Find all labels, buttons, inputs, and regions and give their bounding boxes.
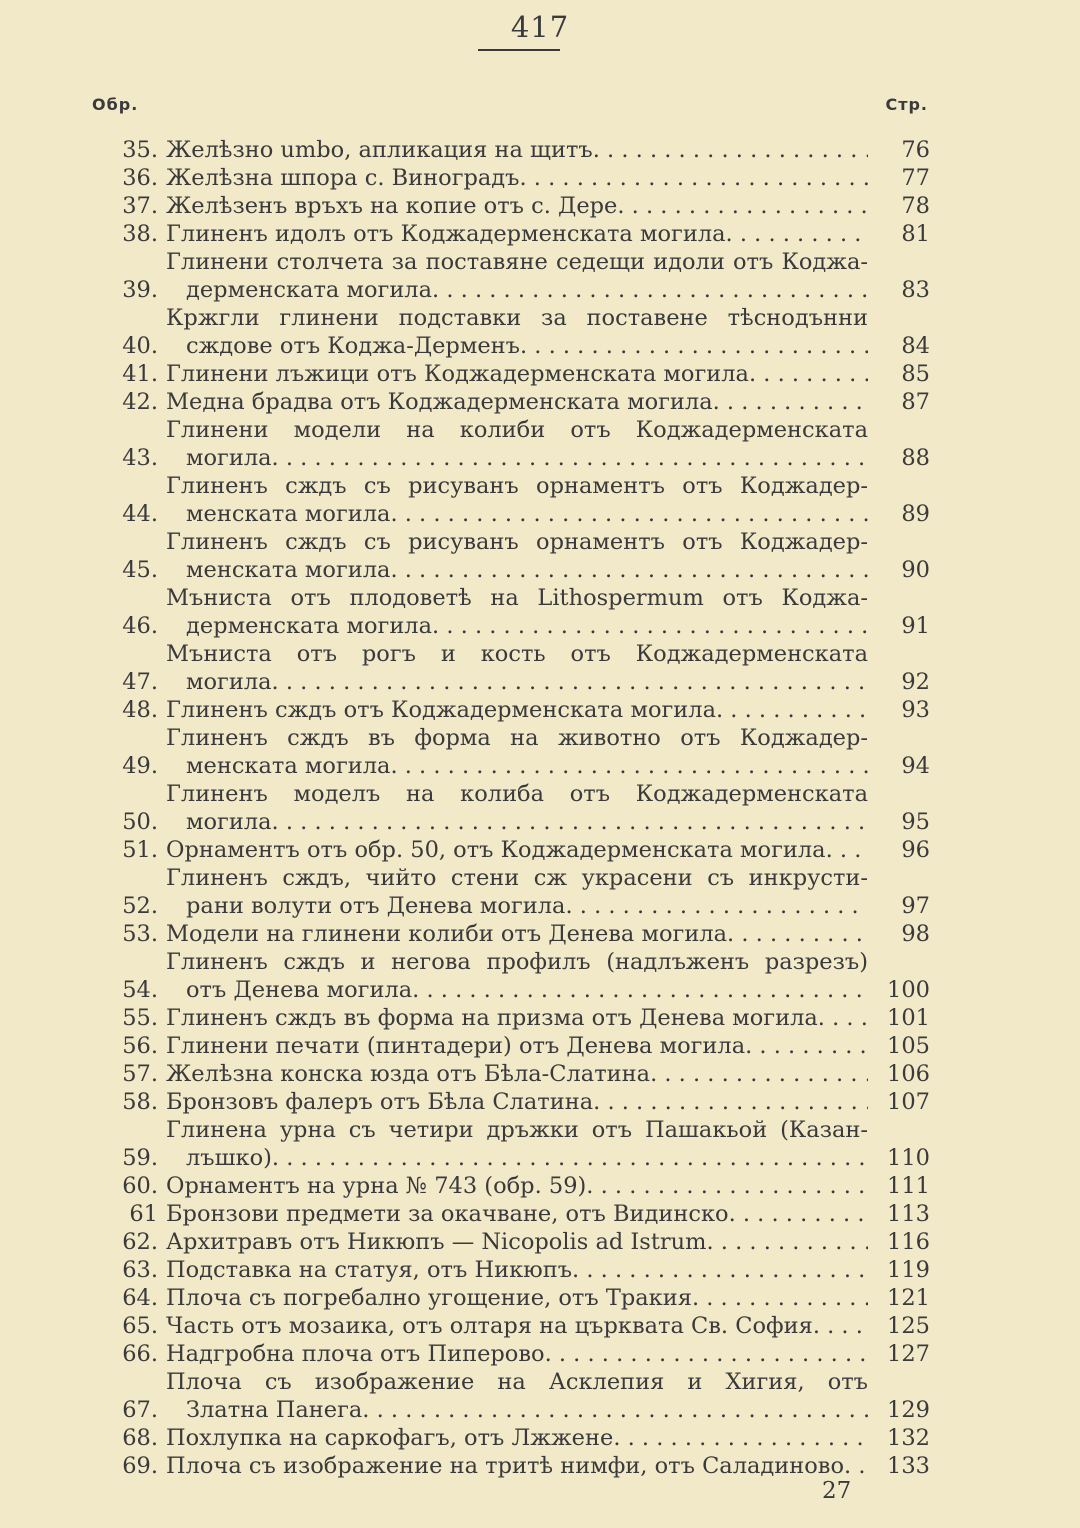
figure-number: 43. xyxy=(122,445,158,471)
leader-dots xyxy=(613,1424,868,1452)
page-number-top: 417 xyxy=(510,10,570,44)
figure-caption xyxy=(166,164,868,192)
figure-number: 41. xyxy=(122,361,158,387)
caption-line: могила xyxy=(186,445,272,471)
caption-line: Подставка на статуя, отъ Никюпъ xyxy=(166,1257,573,1283)
leader-dots xyxy=(545,1340,868,1368)
figure-caption xyxy=(166,836,868,864)
list-item xyxy=(100,1200,930,1228)
caption-line: Бронзовъ фалеръ отъ Бѣла Слатина xyxy=(166,1089,594,1115)
page-reference: 119 xyxy=(887,1257,930,1283)
page-number-bottom: 27 xyxy=(822,1478,852,1504)
figure-number: 56. xyxy=(122,1033,158,1059)
list-item xyxy=(100,1452,930,1480)
figure-caption xyxy=(166,528,868,584)
list-item xyxy=(100,528,930,584)
figure-caption xyxy=(166,1452,868,1480)
leader-dots xyxy=(412,976,868,1004)
figure-caption xyxy=(166,696,868,724)
figure-caption xyxy=(166,1368,868,1424)
page-reference: 93 xyxy=(901,697,930,723)
figure-caption xyxy=(166,360,868,388)
caption-line: Плоча съ изображение на Асклепия и Хигия, отъ xyxy=(166,1369,868,1395)
caption-line: Надгробна плоча отъ Пиперово xyxy=(166,1341,545,1367)
page-reference: 91 xyxy=(901,613,930,639)
leader-dots xyxy=(826,836,868,864)
page-reference: 87 xyxy=(901,389,930,415)
caption-line: Архитравъ отъ Никюпъ — Nicopolis ad Istrum xyxy=(166,1229,707,1255)
page-reference: 90 xyxy=(901,557,930,583)
figure-caption xyxy=(166,416,868,472)
figure-number: 35. xyxy=(122,137,158,163)
caption-line: Глиненъ сждъ и негова профилъ (надлъженъ разрезъ) xyxy=(166,949,868,975)
figure-number: 57. xyxy=(122,1061,158,1087)
figure-number: 64. xyxy=(122,1285,158,1311)
list-item xyxy=(100,1004,930,1032)
list-item xyxy=(100,1284,930,1312)
figure-number: 54. xyxy=(122,977,158,1003)
caption-line: Желѣзна конска юзда отъ Бѣла-Слатина xyxy=(166,1061,651,1087)
leader-dots xyxy=(726,220,868,248)
page-reference: 78 xyxy=(901,193,930,219)
caption-line: сждове отъ Коджа-Дерменъ xyxy=(186,333,520,359)
figure-number: 51. xyxy=(122,837,158,863)
leader-dots xyxy=(818,1004,868,1032)
figure-caption xyxy=(166,1312,868,1340)
page-reference: 129 xyxy=(887,1397,930,1423)
caption-line: Глиненъ сждъ въ форма на животно отъ Коджадер- xyxy=(166,725,868,751)
leader-dots xyxy=(593,136,868,164)
figure-caption xyxy=(166,920,868,948)
page-reference: 83 xyxy=(901,277,930,303)
caption-line: Глиненъ сждъ съ рисуванъ орнаментъ отъ Коджадер- xyxy=(166,473,868,499)
figure-number: 45. xyxy=(122,557,158,583)
list-item xyxy=(100,836,930,864)
figure-number: 63. xyxy=(122,1257,158,1283)
page-reference: 132 xyxy=(887,1425,930,1451)
caption-line: Глинени лъжици отъ Коджадерменската могила xyxy=(166,361,749,387)
caption-line: Орнаментъ отъ обр. 50, отъ Коджадерменската могила xyxy=(166,837,826,863)
list-item xyxy=(100,640,930,696)
list-item xyxy=(100,248,930,304)
figure-number: 39. xyxy=(122,277,158,303)
page-reference: 110 xyxy=(887,1145,930,1171)
leader-dots xyxy=(272,1144,868,1172)
leader-dots xyxy=(362,1396,868,1424)
figure-caption xyxy=(166,584,868,640)
figure-number: 52. xyxy=(122,893,158,919)
figure-caption xyxy=(166,304,868,360)
leader-dots xyxy=(749,360,868,388)
page-reference: 77 xyxy=(901,165,930,191)
figure-number: 61 xyxy=(129,1201,158,1227)
leader-dots xyxy=(692,1284,868,1312)
figure-caption xyxy=(166,192,868,220)
list-item xyxy=(100,416,930,472)
figure-number: 66. xyxy=(122,1341,158,1367)
figure-number: 42. xyxy=(122,389,158,415)
figure-number: 47. xyxy=(122,669,158,695)
leader-dots xyxy=(593,1088,868,1116)
figure-number: 36. xyxy=(122,165,158,191)
leader-dots xyxy=(390,500,868,528)
leader-dots xyxy=(272,668,868,696)
leader-dots xyxy=(727,920,868,948)
list-item xyxy=(100,1256,930,1284)
page-reference: 92 xyxy=(901,669,930,695)
list-item xyxy=(100,220,930,248)
caption-line: Кржгли глинени подставки за поставене тѣснодънни xyxy=(166,305,868,331)
list-item xyxy=(100,472,930,528)
figure-caption xyxy=(166,1060,868,1088)
list-item xyxy=(100,584,930,640)
caption-line: дерменската могила xyxy=(186,613,433,639)
caption-line: Мъниста отъ плодоветѣ на Lithospermum отъ Коджа- xyxy=(166,585,868,611)
figure-number: 55. xyxy=(122,1005,158,1031)
caption-line: Глинени модели на колиби отъ Коджадерменската xyxy=(166,417,868,443)
page-reference: 98 xyxy=(901,921,930,947)
page-reference: 127 xyxy=(887,1341,930,1367)
list-item xyxy=(100,1340,930,1368)
leader-dots xyxy=(519,164,868,192)
page-reference: 101 xyxy=(887,1005,930,1031)
figure-number: 68. xyxy=(122,1425,158,1451)
figure-number: 37. xyxy=(122,193,158,219)
leader-dots xyxy=(390,556,868,584)
leader-dots xyxy=(617,192,868,220)
figure-caption xyxy=(166,780,868,836)
caption-line: отъ Денева могила xyxy=(186,977,413,1003)
list-item xyxy=(100,136,930,164)
figure-caption xyxy=(166,1032,868,1060)
caption-line: менската могила xyxy=(186,501,391,527)
figure-caption xyxy=(166,1088,868,1116)
page-reference: 121 xyxy=(887,1285,930,1311)
page-reference: 96 xyxy=(901,837,930,863)
figure-caption xyxy=(166,724,868,780)
list-item xyxy=(100,1312,930,1340)
caption-line: Желѣзно umbo, апликация на щитъ xyxy=(166,137,593,163)
figure-number: 49. xyxy=(122,753,158,779)
figure-number: 58. xyxy=(122,1089,158,1115)
leader-dots xyxy=(272,444,868,472)
list-item xyxy=(100,1060,930,1088)
figure-caption xyxy=(166,1340,868,1368)
caption-line: Глиненъ сждъ въ форма на призма отъ Денева могила xyxy=(166,1005,818,1031)
caption-line: Модели на глинени колиби отъ Денева могила xyxy=(166,921,728,947)
page-reference: 113 xyxy=(887,1201,930,1227)
list-item xyxy=(100,1228,930,1256)
figure-number: 69. xyxy=(122,1453,158,1479)
list-item xyxy=(100,360,930,388)
caption-line: Златна Панега xyxy=(186,1397,363,1423)
caption-line: Глинена урна съ четири дръжки отъ Пашакьой (Казан- xyxy=(166,1117,868,1143)
list-item xyxy=(100,1424,930,1452)
caption-line: Глиненъ сждъ съ рисуванъ орнаментъ отъ Коджадер- xyxy=(166,529,868,555)
figure-number: 46. xyxy=(122,613,158,639)
figure-number: 62. xyxy=(122,1229,158,1255)
list-item xyxy=(100,1368,930,1424)
caption-line: Плоча съ изображение на тритѣ нимфи, отъ Саладиново xyxy=(166,1453,845,1479)
figure-number: 40. xyxy=(122,333,158,359)
page-reference: 100 xyxy=(887,977,930,1003)
figure-caption xyxy=(166,948,868,1004)
leader-dots xyxy=(390,752,868,780)
page-reference: 84 xyxy=(901,333,930,359)
caption-line: лъшко) xyxy=(186,1145,272,1171)
caption-line: Глиненъ моделъ на колиба отъ Коджадерменската xyxy=(166,781,868,807)
leader-dots xyxy=(716,696,868,724)
page-reference: 107 xyxy=(887,1089,930,1115)
figure-number: 38. xyxy=(122,221,158,247)
figure-caption xyxy=(166,1284,868,1312)
figure-caption xyxy=(166,640,868,696)
figure-caption xyxy=(166,1200,868,1228)
page-reference: 133 xyxy=(887,1453,930,1479)
caption-line: Орнаментъ на урна № 743 (обр. 59) xyxy=(166,1173,587,1199)
caption-line: менската могила xyxy=(186,557,391,583)
figure-number: 53. xyxy=(122,921,158,947)
header-rule xyxy=(478,49,560,51)
caption-line: Глинени столчета за поставяне седещи идоли отъ Коджа- xyxy=(166,249,868,275)
caption-line: Часть отъ мозаика, отъ олтаря на църквата Св. София xyxy=(166,1313,813,1339)
figure-number: 65. xyxy=(122,1313,158,1339)
page-reference: 106 xyxy=(887,1061,930,1087)
leader-dots xyxy=(272,808,868,836)
page-reference: 76 xyxy=(901,137,930,163)
figure-caption xyxy=(166,1116,868,1172)
figure-number: 67. xyxy=(122,1397,158,1423)
list-item xyxy=(100,304,930,360)
page-reference: 88 xyxy=(901,445,930,471)
leader-dots xyxy=(650,1060,868,1088)
caption-line: могила xyxy=(186,809,272,835)
leader-dots xyxy=(745,1032,868,1060)
page-reference: 81 xyxy=(901,221,930,247)
caption-line: Желѣзенъ връхъ на копие отъ с. Дере xyxy=(166,193,618,219)
caption-line: Похлупка на саркофагъ, отъ Лжжене xyxy=(166,1425,614,1451)
caption-line: Глиненъ идолъ отъ Коджадерменската могила xyxy=(166,221,726,247)
list-item xyxy=(100,780,930,836)
figure-caption xyxy=(166,864,868,920)
page-reference: 94 xyxy=(901,753,930,779)
caption-line: Бронзови предмети за окачване, отъ Видинско xyxy=(166,1201,729,1227)
leader-dots xyxy=(565,892,868,920)
list-item xyxy=(100,1172,930,1200)
figure-caption xyxy=(166,136,868,164)
list-item xyxy=(100,388,930,416)
list-item xyxy=(100,696,930,724)
page-reference: 111 xyxy=(887,1173,930,1199)
column-header-figure: Обр. xyxy=(92,95,139,114)
list-item xyxy=(100,920,930,948)
caption-line: могила xyxy=(186,669,272,695)
figure-caption xyxy=(166,1172,868,1200)
list-item xyxy=(100,948,930,1004)
leader-dots xyxy=(844,1452,868,1480)
leader-dots xyxy=(520,332,868,360)
leader-dots xyxy=(586,1172,868,1200)
figure-number: 50. xyxy=(122,809,158,835)
leader-dots xyxy=(706,1228,868,1256)
list-item xyxy=(100,724,930,780)
list-item xyxy=(100,192,930,220)
figure-number: 60. xyxy=(122,1173,158,1199)
figure-number: 59. xyxy=(122,1145,158,1171)
figure-list xyxy=(100,136,930,1480)
leader-dots xyxy=(432,612,868,640)
caption-line: Медна брадва отъ Коджадерменската могила xyxy=(166,389,713,415)
leader-dots xyxy=(572,1256,868,1284)
caption-line: менската могила xyxy=(186,753,391,779)
page-reference: 97 xyxy=(901,893,930,919)
leader-dots xyxy=(813,1312,868,1340)
figure-caption xyxy=(166,1256,868,1284)
caption-line: рани волути отъ Денева могила xyxy=(186,893,566,919)
caption-line: Глиненъ сждъ отъ Коджадерменската могила xyxy=(166,697,716,723)
page-reference: 116 xyxy=(887,1229,930,1255)
figure-number: 48. xyxy=(122,697,158,723)
figure-caption xyxy=(166,388,868,416)
list-item xyxy=(100,864,930,920)
figure-caption xyxy=(166,472,868,528)
leader-dots xyxy=(713,388,868,416)
caption-line: дерменската могила xyxy=(186,277,433,303)
caption-line: Глиненъ сждъ, чийто стени сж украсени съ инкрусти- xyxy=(166,865,868,891)
figure-caption xyxy=(166,220,868,248)
figure-caption xyxy=(166,1424,868,1452)
column-header-page: Стр. xyxy=(885,95,928,114)
leader-dots xyxy=(432,276,868,304)
list-item xyxy=(100,164,930,192)
list-item xyxy=(100,1116,930,1172)
page-reference: 95 xyxy=(901,809,930,835)
figure-caption xyxy=(166,1228,868,1256)
caption-line: Желѣзна шпора с. Виноградъ xyxy=(166,165,520,191)
caption-line: Плоча съ погребално угощение, отъ Тракия xyxy=(166,1285,692,1311)
page-reference: 85 xyxy=(901,361,930,387)
leader-dots xyxy=(729,1200,868,1228)
page-reference: 125 xyxy=(887,1313,930,1339)
list-item xyxy=(100,1032,930,1060)
page-reference: 89 xyxy=(901,501,930,527)
list-item xyxy=(100,1088,930,1116)
page-reference: 105 xyxy=(887,1033,930,1059)
figure-number: 44. xyxy=(122,501,158,527)
figure-caption xyxy=(166,1004,868,1032)
caption-line: Глинени печати (пинтадери) отъ Денева могила xyxy=(166,1033,746,1059)
figure-caption xyxy=(166,248,868,304)
caption-line: Мъниста отъ рогъ и кость отъ Коджадерменската xyxy=(166,641,868,667)
